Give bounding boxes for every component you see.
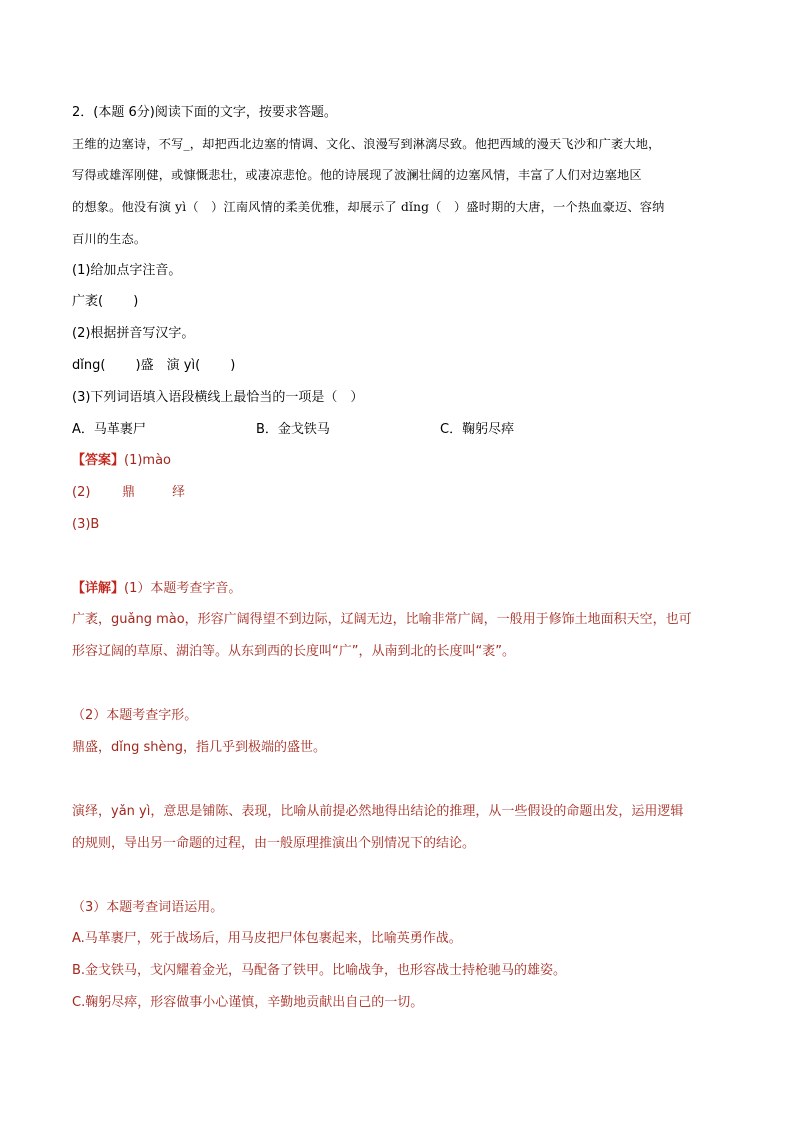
detail-1-body-1: 广袤，guǎng mào，形容广阔得望不到边际，辽阔无边，比喻非常广阔，一般用于修饰土地面积天空，也可 bbox=[72, 612, 692, 627]
answer-2-number: (2) bbox=[72, 485, 91, 500]
detail-2-title: （2）本题考查字形。 bbox=[72, 708, 198, 723]
answer-line-2 bbox=[72, 484, 272, 504]
sub-question-2: (2)根据拼音写汉字。 bbox=[72, 326, 195, 341]
detail-3-line-a: A.马革裹尸，死于战场后，用马皮把尸体包裹起来，比喻英勇作战。 bbox=[72, 931, 462, 946]
detail-3-title: （3）本题考查词语运用。 bbox=[72, 900, 224, 915]
detail-1-body-2: 形容辽阔的草原、湖泊等。从东到西的长度叫“广”，从南到北的长度叫“袤”。 bbox=[72, 644, 515, 659]
question-header: 2．(本题 6分)阅读下面的文字，按要求答题。 bbox=[72, 105, 337, 120]
detail-line-1 bbox=[72, 580, 241, 598]
detail-3-line-c: C.鞠躬尽瘁，形容做事小心谨慎，辛勤地贡献出自己的一切。 bbox=[72, 995, 424, 1010]
options-row bbox=[72, 421, 672, 441]
answer-2-char-1: 鼎 bbox=[122, 485, 136, 500]
detail-2-line: 鼎盛，dǐng shèng，指几乎到极端的盛世。 bbox=[72, 740, 326, 755]
sub-question-1-blank: 广袤( ) bbox=[72, 294, 139, 309]
detail-2-body-1: 演绎，yǎn yì，意思是铺陈、表现，比喻从前提必然地得出结论的推理，从一些假设的命题出发，运用逻辑 bbox=[72, 804, 684, 819]
passage-line-1: 王维的边塞诗，不写_，却把西北边塞的情调、文化、浪漫写到淋漓尽致。他把西域的漫天飞沙和广袤大地， bbox=[72, 137, 661, 151]
sub-question-3: (3)下列词语填入语段横线上最恰当的一项是（ ） bbox=[72, 390, 364, 405]
answer-2-char-2: 绎 bbox=[172, 485, 186, 500]
answer-1: (1)mào bbox=[124, 453, 172, 468]
answer-3: (3)B bbox=[72, 517, 100, 532]
sub-question-2-blanks: dǐng( )盛 演 yì( ) bbox=[72, 358, 236, 373]
detail-1-title: (1）本题考查字音。 bbox=[124, 581, 242, 596]
answer-label: 【答案】 bbox=[72, 453, 125, 468]
detail-2-body-2: 的规则，导出另一命题的过程，由一般原理推演出个别情况下的结论。 bbox=[72, 836, 476, 851]
sub-question-1: (1)给加点字注音。 bbox=[72, 263, 182, 278]
answer-line-1 bbox=[72, 452, 171, 470]
passage-line-2: 写得或雄浑刚健，或慷慨悲壮，或凄凉悲怆。他的诗展现了波澜壮阔的边塞风情，丰富了人们对边塞地区 bbox=[72, 168, 642, 182]
passage-line-3: 的想象。他没有演 yì（ ）江南风情的柔美优雅，却展示了 dǐng（ ）盛时期的大唐，一个热血豪迈、容纳 bbox=[72, 200, 665, 214]
passage-line-4: 百川的生态。 bbox=[72, 232, 147, 246]
option-a: A．马革裹尸 bbox=[72, 422, 146, 437]
option-b: B．金戈铁马 bbox=[256, 422, 330, 437]
option-c: C．鞠躬尽瘁 bbox=[440, 422, 515, 437]
detail-label: 【详解】 bbox=[72, 581, 125, 596]
detail-3-line-b: B.金戈铁马，戈闪耀着金光，马配备了铁甲。比喻战争，也形容战士持枪驰马的雄姿。 bbox=[72, 963, 567, 978]
